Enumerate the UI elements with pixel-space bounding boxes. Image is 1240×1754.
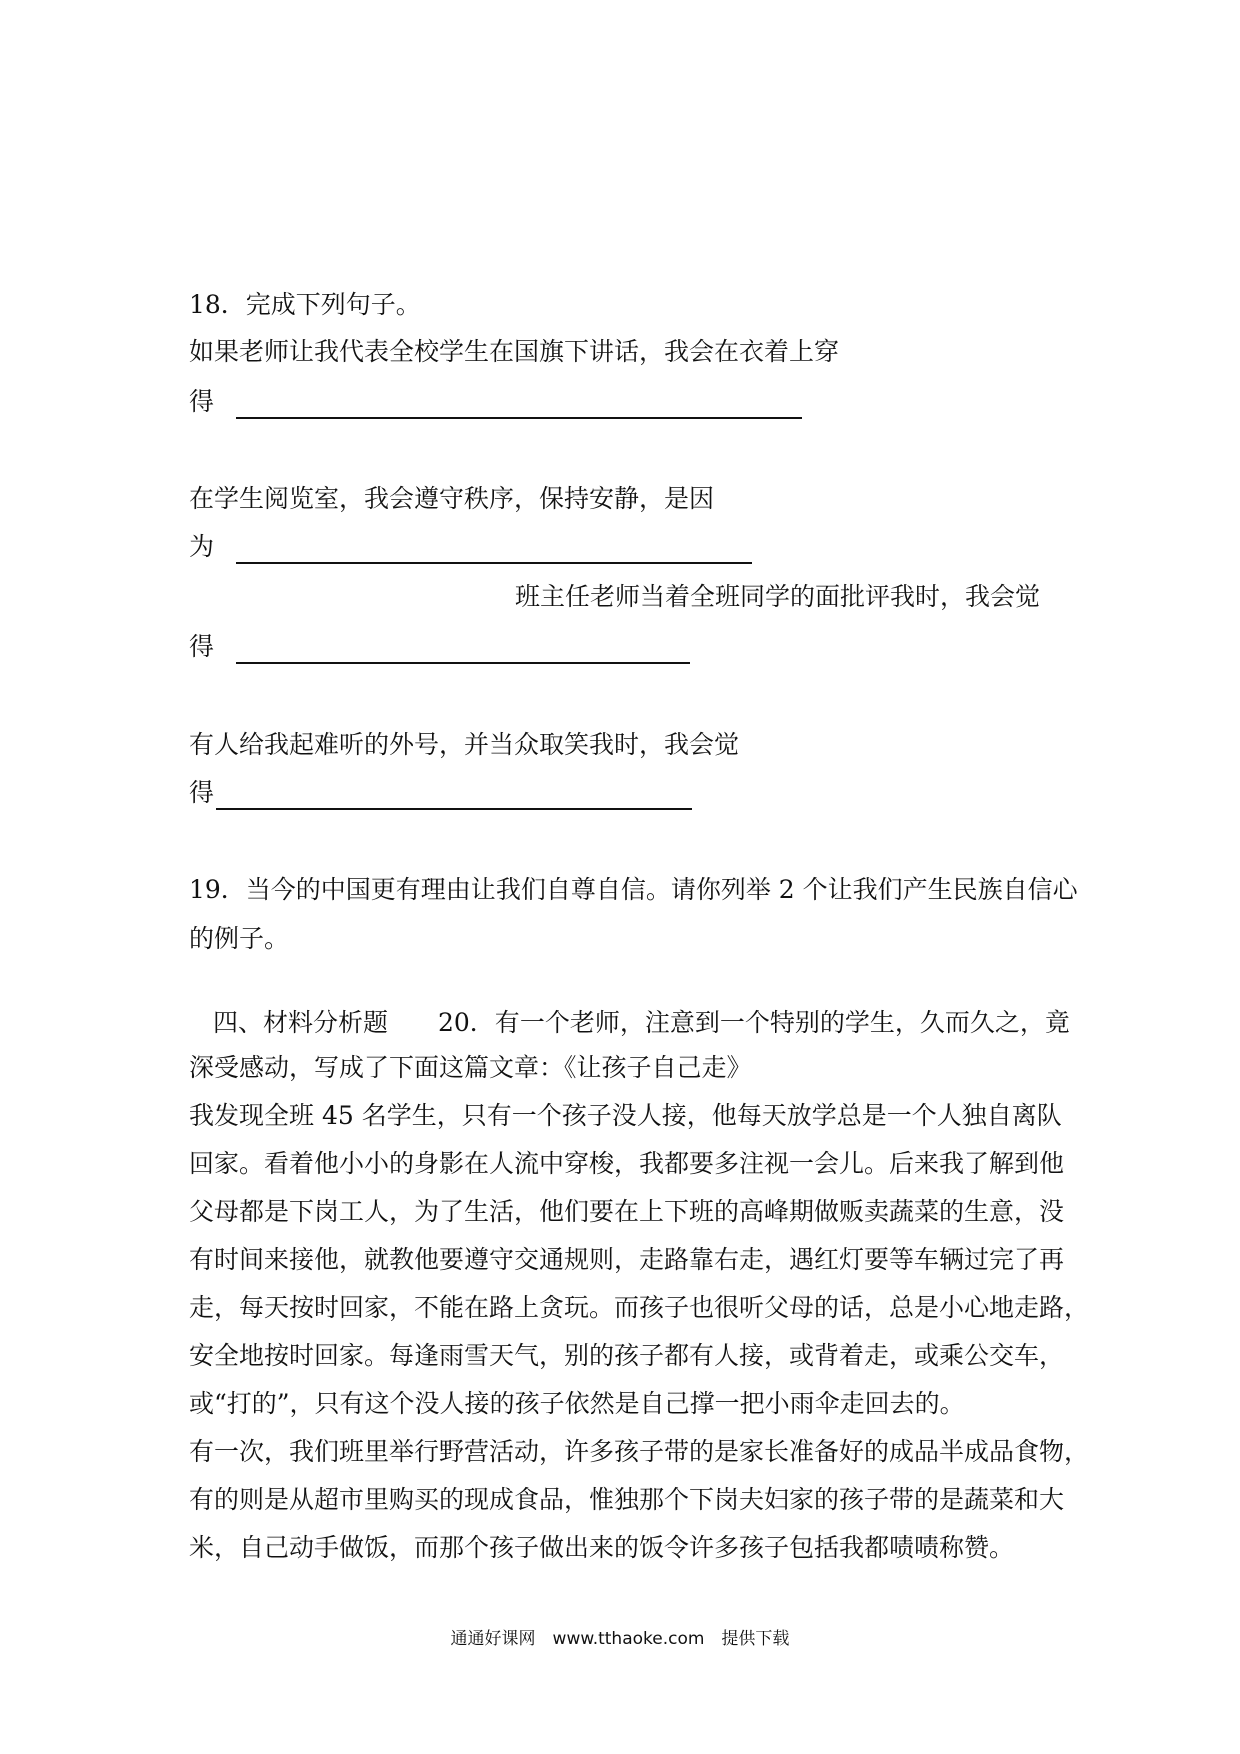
q20-line2: 深受感动，写成了下面这篇文章：《让孩子自己走》 [189, 1053, 752, 1082]
passage-line: 父母都是下岗工人，为了生活，他们要在上下班的高峰期做贩卖蔬菜的生意，没 [189, 1197, 1065, 1226]
passage-line: 米，自己动手做饭，而那个孩子做出来的饭令许多孩子包括我都啧啧称赞。 [189, 1533, 1015, 1562]
q18-s3-answer-blank[interactable] [236, 638, 690, 664]
q18-s3-answer-row [189, 630, 690, 664]
passage-line: 回家。看着他小小的身影在人流中穿梭，我都要多注视一会儿。后来我了解到他 [189, 1149, 1065, 1178]
q20-line1: 四、材料分析题 20．有一个老师，注意到一个特别的学生，久而久之，竟 [213, 1008, 1070, 1037]
q18-s3-cont: 得 [189, 632, 215, 661]
q18-s4-answer-blank[interactable] [216, 784, 692, 810]
q18-s2-cont: 为 [189, 532, 215, 561]
passage-line: 有时间来接他，就教他要遵守交通规则，走路靠右走，遇红灯要等车辆过完了再 [189, 1245, 1065, 1274]
q18-s1-answer-row [189, 385, 802, 419]
passage-line: 有一次，我们班里举行野营活动，许多孩子带的是家长准备好的成品半成品食物， [189, 1437, 1090, 1466]
q18-title: 18．完成下列句子。 [189, 290, 421, 319]
q18-s1-cont: 得 [189, 387, 215, 416]
q18-s2-answer-blank[interactable] [236, 538, 752, 564]
passage-line: 安全地按时回家。每逢雨雪天气，别的孩子都有人接，或背着走，或乘公交车， [189, 1341, 1065, 1370]
q19-line1: 19．当今的中国更有理由让我们自尊自信。请你列举 2 个让我们产生民族自信心 [189, 875, 1078, 904]
passage-line: 走，每天按时回家，不能在路上贪玩。而孩子也很听父母的话，总是小心地走路， [189, 1293, 1090, 1322]
passage-line: 我发现全班 45 名学生，只有一个孩子没人接，他每天放学总是一个人独自离队 [189, 1101, 1062, 1130]
q18-s1-answer-blank[interactable] [236, 393, 802, 419]
q18-s1-prompt: 如果老师让我代表全校学生在国旗下讲话，我会在衣着上穿 [189, 337, 840, 366]
page-footer: 通通好课网 www.tthaoke.com 提供下载 [450, 1629, 790, 1649]
q18-s4-prompt: 有人给我起难听的外号，并当众取笑我时，我会觉 [189, 730, 740, 759]
q19-line2: 的例子。 [189, 924, 290, 953]
q18-s3-prompt: 班主任老师当着全班同学的面批评我时，我会觉 [515, 582, 1041, 611]
passage-line: 有的则是从超市里购买的现成食品，惟独那个下岗夫妇家的孩子带的是蔬菜和大 [189, 1485, 1065, 1514]
q18-s2-answer-row [189, 530, 752, 564]
q18-s4-answer-row [189, 776, 692, 810]
q18-s4-cont: 得 [189, 778, 215, 807]
passage-line: 或“打的”，只有这个没人接的孩子依然是自己撑一把小雨伞走回去的。 [189, 1389, 965, 1418]
q18-s2-prompt: 在学生阅览室，我会遵守秩序，保持安静，是因 [189, 484, 715, 513]
